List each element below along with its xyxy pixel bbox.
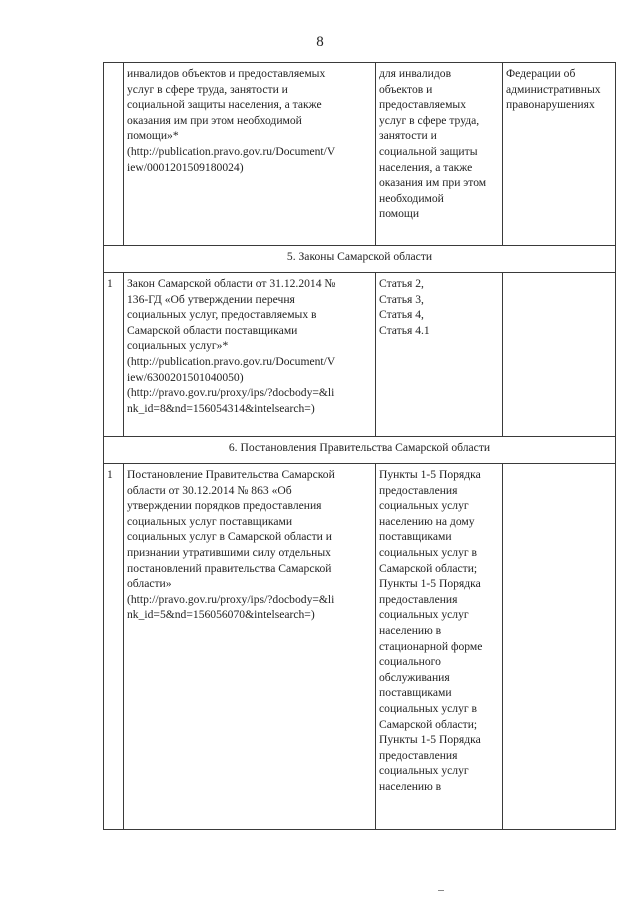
law-cell — [124, 63, 376, 246]
cell-text-line: Самарской области; — [379, 561, 478, 575]
cell-text-line: предоставляемых — [379, 98, 466, 112]
cell-text-line: признании утратившими силу отдельных — [127, 545, 331, 559]
cell-text-line: предоставления — [379, 748, 458, 762]
articles-cell — [376, 63, 503, 246]
cell-text-line: помощи»* — [127, 129, 179, 143]
row-number-cell: 1 — [104, 464, 124, 830]
cell-text-line: социальных услуг поставщиками — [127, 514, 293, 528]
section-heading-row — [104, 246, 616, 273]
cell-text-line: Статья 3, — [379, 292, 424, 306]
section-title: 6. Постановления Правительства Самарской области — [104, 437, 616, 464]
table-row — [104, 273, 616, 437]
table-row-continued — [104, 63, 616, 246]
cell-text-line: социальных услуг — [379, 499, 469, 513]
liability-cell — [503, 63, 616, 246]
page-number: 8 — [316, 34, 324, 50]
table-row — [104, 464, 616, 830]
cell-text-line: области от 30.12.2014 № 863 «Об — [127, 483, 292, 497]
cell-text-line: социальных услуг — [379, 764, 469, 778]
cell-text-line: (http://publication.pravo.gov.ru/Document/V — [127, 354, 336, 368]
page-mark — [438, 890, 444, 891]
cell-text-line: nk_id=8&nd=156054314&intelsearch=) — [127, 401, 315, 415]
cell-text-line: социальных услуг в — [379, 701, 478, 715]
cell-text-line: Самарской области; — [379, 717, 478, 731]
cell-text-line: утверждении порядков предоставления — [127, 499, 322, 513]
cell-text-line: Пункты 1-5 Порядка — [379, 733, 481, 747]
cell-text-line: оказания им при этом необходимой — [127, 113, 302, 127]
articles-cell — [376, 464, 503, 830]
section-title: 5. Законы Самарской области — [104, 246, 616, 273]
cell-text-line: необходимой — [379, 191, 444, 205]
cell-text-line: (http://pravo.gov.ru/proxy/ips/?docbody=&li — [127, 386, 335, 400]
cell-text-line: Статья 4.1 — [379, 323, 430, 337]
cell-text-line: социального — [379, 655, 441, 669]
cell-text-line: предоставления — [379, 592, 458, 606]
cell-text-line: социальных услуг, предоставляемых в — [127, 308, 317, 322]
liability-cell — [503, 273, 616, 437]
cell-text-line: Пункты 1-5 Порядка — [379, 468, 481, 481]
cell-text-line: Статья 2, — [379, 277, 424, 290]
cell-text-line: услуг в сфере труда, — [379, 113, 480, 127]
cell-text-line: занятости и — [379, 129, 437, 143]
cell-text-line: помощи — [379, 207, 420, 221]
cell-text-line: Закон Самарской области от 31.12.2014 № — [127, 277, 336, 290]
cell-text-line: административных — [506, 82, 601, 96]
cell-text-line: стационарной форме — [379, 639, 483, 653]
cell-text-line: социальной защиты — [379, 144, 478, 158]
cell-text-line: инвалидов объектов и предоставляемых — [127, 67, 326, 80]
cell-text-line: Федерации об — [506, 67, 576, 80]
cell-text-line: правонарушениях — [506, 98, 595, 112]
articles-cell — [376, 273, 503, 437]
cell-text-line: социальной защиты населения, а также — [127, 98, 322, 112]
cell-text-line: Статья 4, — [379, 308, 424, 322]
cell-text-line: для инвалидов — [379, 67, 452, 80]
cell-text-line: iew/0001201509180024) — [127, 160, 244, 174]
cell-text-line: области» — [127, 577, 172, 591]
row-number-cell — [104, 63, 124, 246]
cell-text-line: социальных услуг»* — [127, 339, 229, 353]
section-heading-row — [104, 437, 616, 464]
cell-text-line: населению на дому — [379, 514, 475, 528]
row-number-cell: 1 — [104, 273, 124, 437]
cell-text-line: (http://publication.pravo.gov.ru/Document/V — [127, 144, 336, 158]
cell-text-line: населения, а также — [379, 160, 473, 174]
law-cell — [124, 273, 376, 437]
cell-text-line: iew/6300201501040050) — [127, 370, 244, 384]
cell-text-line: социальных услуг в Самарской области и — [127, 530, 332, 544]
cell-text-line: обслуживания — [379, 670, 450, 684]
cell-text-line: (http://pravo.gov.ru/proxy/ips/?docbody=&li — [127, 592, 335, 606]
law-cell — [124, 464, 376, 830]
cell-text-line: Постановление Правительства Самарской — [127, 468, 335, 481]
cell-text-line: предоставления — [379, 483, 458, 497]
cell-text-line: населению в — [379, 779, 442, 793]
regulations-table — [103, 62, 616, 830]
liability-cell — [503, 464, 616, 830]
cell-text-line: nk_id=5&nd=156056070&intelsearch=) — [127, 608, 315, 622]
cell-text-line: 136-ГД «Об утверждении перечня — [127, 292, 295, 306]
cell-text-line: оказания им при этом — [379, 176, 487, 190]
cell-text-line: Самарской области поставщиками — [127, 323, 298, 337]
cell-text-line: поставщиками — [379, 530, 452, 544]
cell-text-line: постановлений правительства Самарской — [127, 561, 332, 575]
cell-text-line: социальных услуг в — [379, 545, 478, 559]
cell-text-line: населению в — [379, 623, 442, 637]
cell-text-line: Пункты 1-5 Порядка — [379, 577, 481, 591]
cell-text-line: объектов и — [379, 82, 433, 96]
cell-text-line: социальных услуг — [379, 608, 469, 622]
cell-text-line: поставщиками — [379, 686, 452, 700]
cell-text-line: услуг в сфере труда, занятости и — [127, 82, 288, 96]
